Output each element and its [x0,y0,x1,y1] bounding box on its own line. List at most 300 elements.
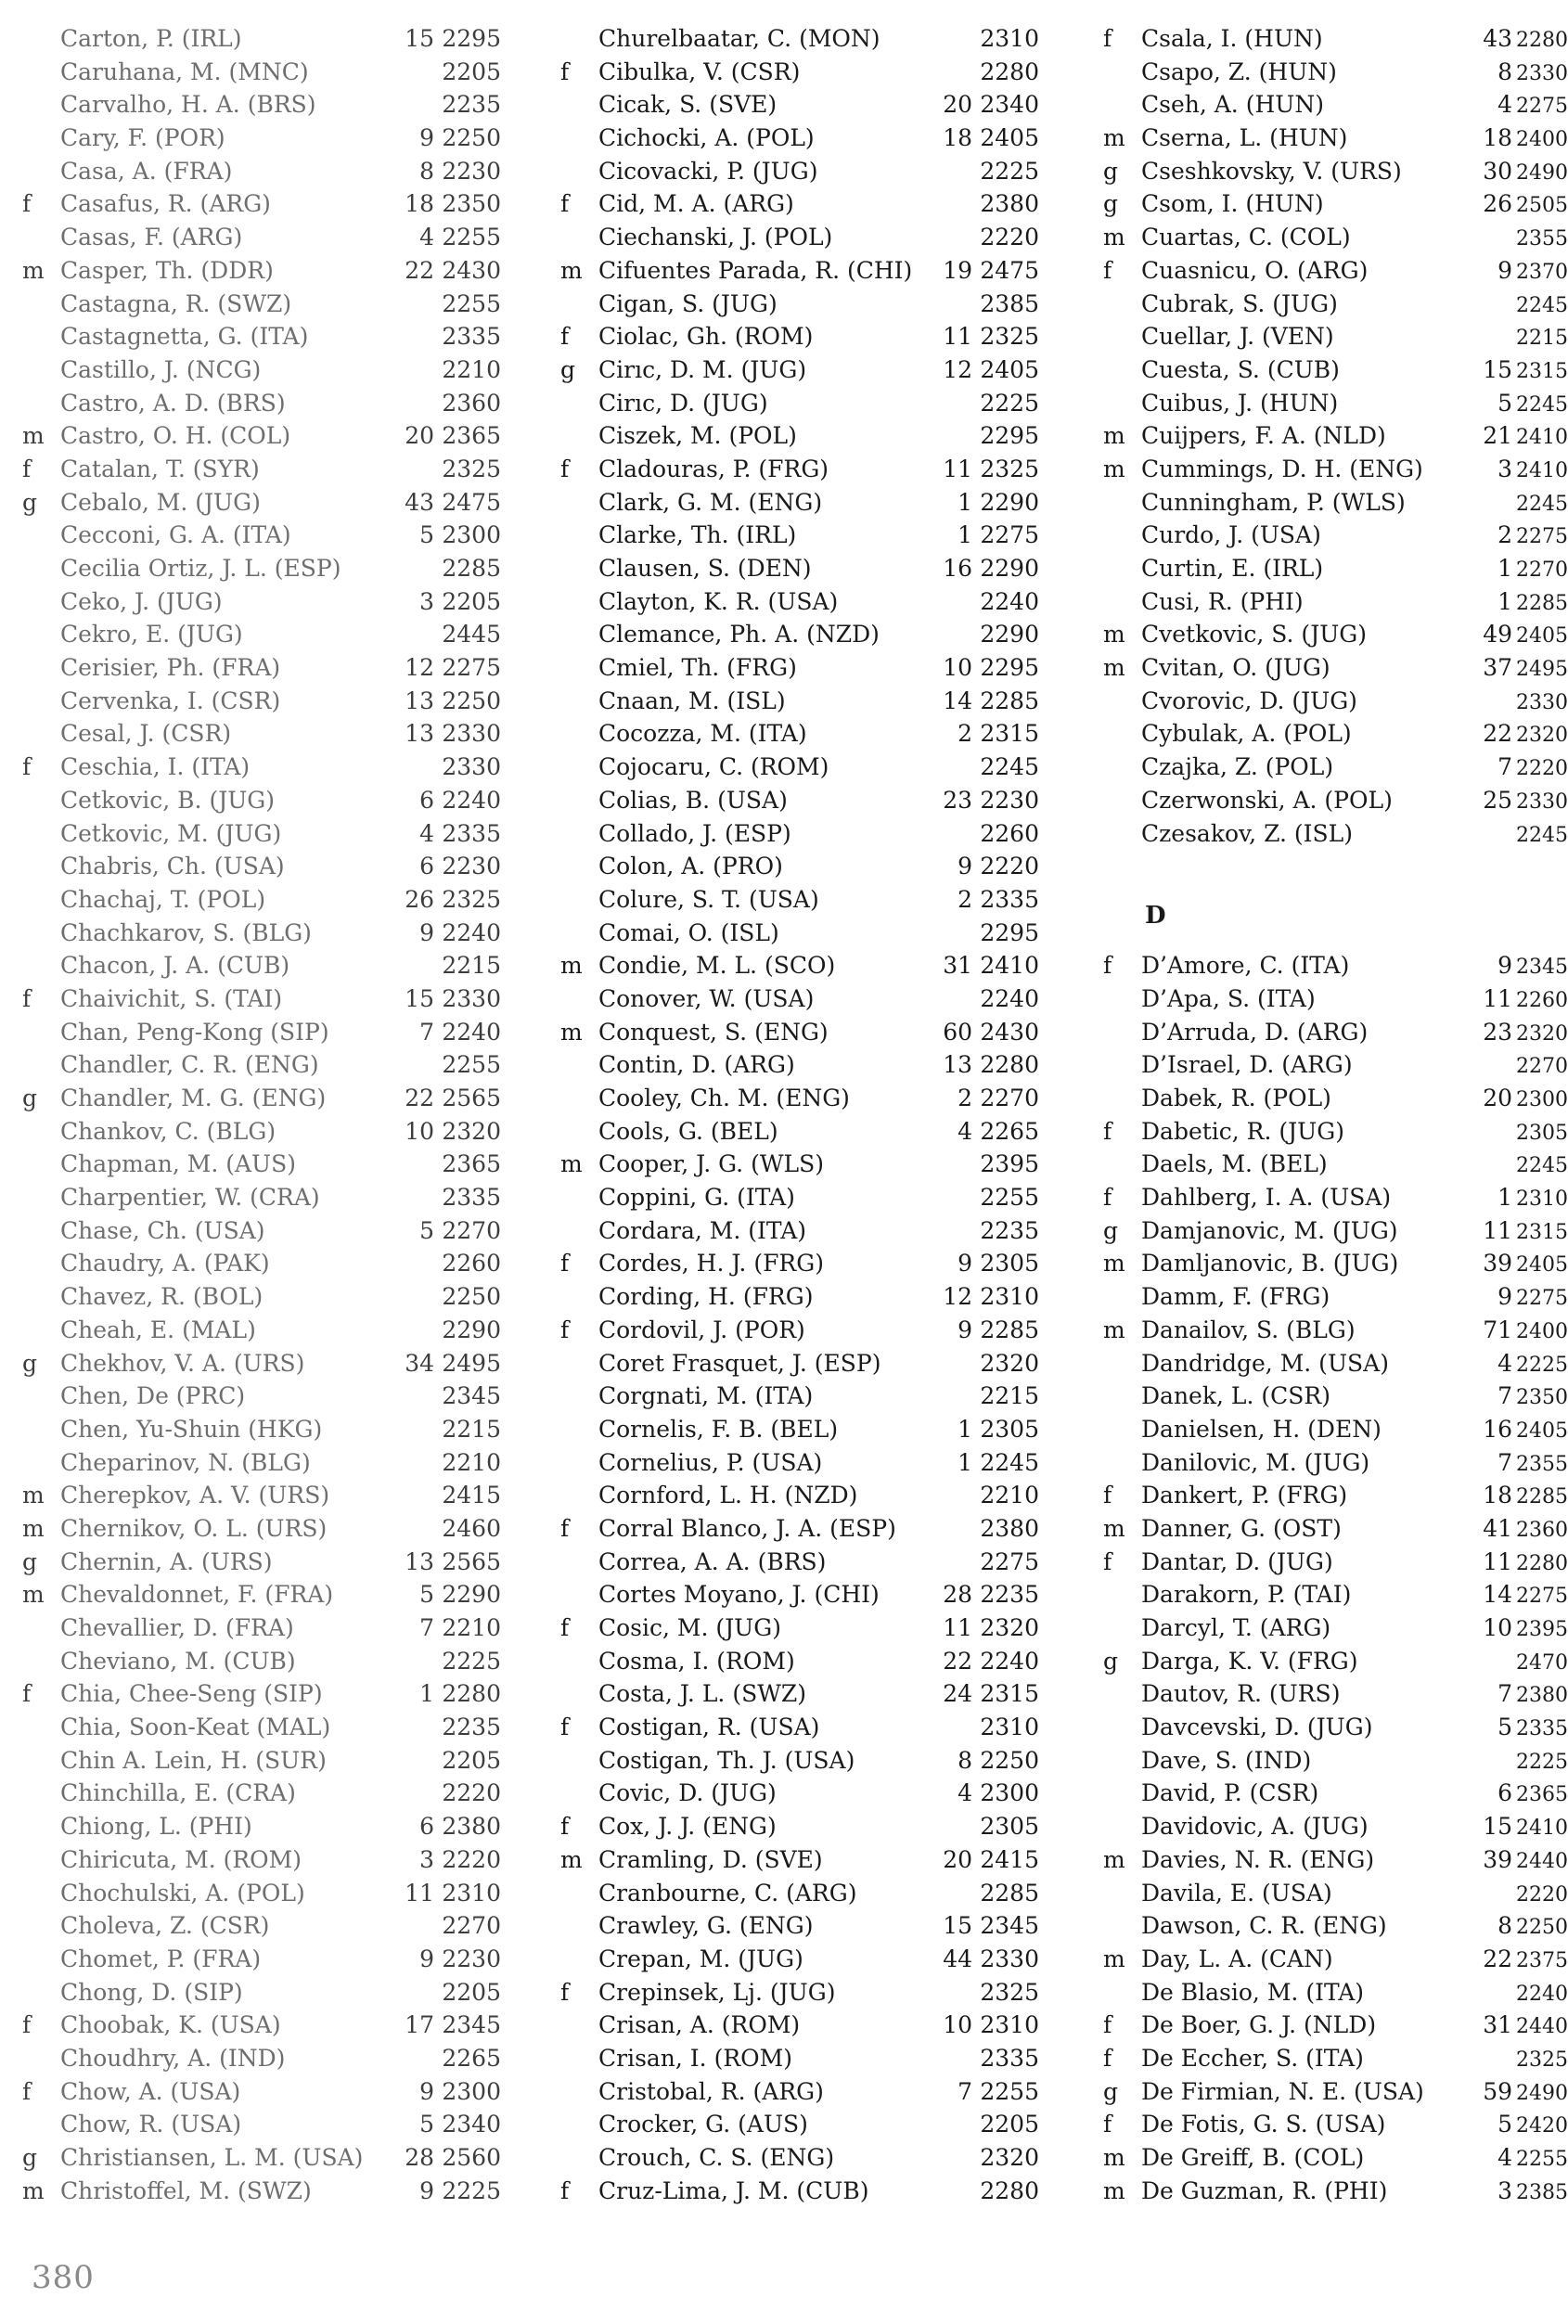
player-entry [1099,1843,1568,1877]
rating-value: 2225 [1516,1353,1568,1377]
games-count: 9 [958,1316,972,1343]
player-name: Choudhry, A. (IND) [60,2044,286,2072]
title-marker: m [1103,1250,1125,1278]
games-count: 23 [1483,1018,1512,1046]
rating-value: 2225 [980,389,1039,417]
rating-value: 2230 [442,853,501,880]
player-entry [19,320,501,353]
player-entry [557,685,1039,718]
player-entry [1099,122,1568,155]
rating-value: 2405 [1516,1253,1568,1278]
player-name: Danielsen, H. (DEN) [1141,1415,1382,1443]
player-name: Cheviano, M. (CUB) [60,1647,296,1675]
player-entry [19,2042,501,2075]
player-entry [557,320,1039,353]
title-marker: f [560,1978,570,2006]
player-name: Chevallier, D. (FRA) [60,1614,294,1641]
player-entry [19,155,501,188]
player-entry [19,486,501,520]
player-entry [1099,453,1568,486]
rating-value: 2280 [980,58,1039,85]
rating-value: 2300 [980,1779,1039,1807]
title-marker: m [1103,2144,1125,2172]
games-count: 7 [419,1614,434,1641]
player-entry [1099,817,1568,851]
player-entry [19,1214,501,1248]
player-name: Darcyl, T. (ARG) [1141,1614,1331,1642]
games-count: 71 [1483,1316,1512,1343]
player-entry [19,552,501,585]
title-marker: f [1103,1547,1112,1575]
player-name: Chen, Yu-Shuin (HKG) [60,1415,323,1443]
title-marker: m [1103,621,1125,648]
games-count: 14 [1483,1581,1512,1609]
section-gap [1099,850,1568,883]
games-count: 20 [1483,1085,1512,1112]
player-entry [1099,221,1568,254]
player-entry [557,288,1039,321]
player-entry [19,453,501,486]
games-count: 4 [1497,91,1512,119]
player-name: Davies, N. R. (ENG) [1141,1845,1375,1873]
title-marker: g [1103,190,1119,218]
player-entry [19,618,501,651]
games-count: 3 [419,1845,434,1873]
rating-value: 2225 [1516,1750,1568,1774]
rating-value: 2380 [980,1514,1039,1542]
player-entry [19,1578,501,1611]
player-name: Chomet, P. (FRA) [60,1945,262,1972]
rating-value: 2335 [980,885,1039,913]
player-entry [1099,187,1568,221]
rating-value: 2335 [980,2044,1039,2072]
rating-value: 2290 [980,555,1039,582]
games-count: 6 [419,786,434,814]
rating-value: 2240 [980,1647,1039,1675]
player-entry [1099,1082,1568,1115]
player-entry [557,1877,1039,1910]
player-entry [557,353,1039,387]
rating-value: 2280 [442,1680,501,1708]
player-entry [1099,2009,1568,2042]
rating-value: 2285 [980,687,1039,714]
player-name: Chachaj, T. (POL) [60,885,266,913]
player-entry [1099,1446,1568,1480]
player-entry [557,1512,1039,1546]
player-name: Casas, F. (ARG) [60,224,243,251]
player-name: De Firmian, N. E. (USA) [1141,2077,1424,2105]
player-name: Chia, Chee-Seng (SIP) [60,1680,323,1708]
player-name: Cebalo, M. (JUG) [60,488,261,516]
rating-value: 2285 [980,1879,1039,1907]
player-entry [1099,685,1568,718]
games-count: 43 [405,488,434,516]
title-marker: f [560,455,570,482]
rating-value: 2400 [1516,128,1568,152]
rating-value: 2265 [980,1117,1039,1145]
games-count: 9 [958,1250,972,1278]
games-count: 18 [943,124,972,152]
games-count: 34 [405,1349,434,1377]
player-name: Clausen, S. (DEN) [598,555,812,582]
column-1 [19,22,501,2207]
rating-value: 2330 [442,720,501,748]
rating-value: 2490 [1516,2081,1568,2105]
rating-value: 2245 [980,1448,1039,1476]
player-entry [19,1148,501,1181]
player-entry [19,1016,501,1049]
games-count: 2 [958,1085,972,1111]
rating-value: 2240 [442,1018,501,1046]
rating-value: 2335 [442,1184,501,1212]
player-entry [557,221,1039,254]
rating-value: 2205 [442,587,501,615]
player-entry [19,187,501,221]
title-marker: g [1103,2077,1119,2105]
player-entry [19,817,501,851]
title-marker: g [1103,157,1119,185]
player-entry [557,1380,1039,1413]
player-name: D’Arruda, D. (ARG) [1141,1018,1369,1046]
player-entry [557,1843,1039,1877]
games-count: 24 [943,1680,972,1708]
rating-value: 2565 [442,1547,501,1575]
player-name: Cusi, R. (PHI) [1141,587,1304,615]
player-name: De Guzman, R. (PHI) [1141,2176,1388,2204]
player-name: David, P. (CSR) [1141,1779,1319,1807]
title-marker: f [560,323,570,351]
player-entry [1099,1247,1568,1280]
rating-value: 2560 [442,2144,501,2171]
title-marker: m [1103,224,1125,251]
player-name: Cmiel, Th. (FRG) [598,654,797,682]
player-entry [19,1082,501,1115]
games-count: 22 [1483,1945,1512,1972]
player-name: Cvetkovic, S. (JUG) [1141,621,1368,648]
player-name: Csapo, Z. (HUN) [1141,58,1337,85]
player-name: Cicak, S. (SVE) [598,91,778,119]
games-count: 20 [943,1845,972,1873]
rating-value: 2440 [1516,1849,1568,1873]
player-name: Castro, A. D. (BRS) [60,389,286,417]
player-name: Crisan, I. (ROM) [598,2044,792,2072]
player-entry [1099,486,1568,520]
rating-value: 2400 [1516,1319,1568,1343]
player-name: Cecilia Ortiz, J. L. (ESP) [60,555,341,582]
rating-value: 2210 [442,1614,501,1641]
player-entry [1099,1744,1568,1778]
rating-value: 2240 [442,918,501,946]
rating-value: 2505 [1516,194,1568,218]
player-name: Chaudry, A. (PAK) [60,1250,270,1278]
player-entry [1099,519,1568,552]
player-name: Carvalho, H. A. (BRS) [60,91,316,119]
player-name: Dantar, D. (JUG) [1141,1547,1333,1575]
player-name: Cools, G. (BEL) [598,1117,778,1145]
player-entry [1099,1048,1568,1082]
player-entry [557,453,1039,486]
player-name: Crawley, G. (ENG) [598,1912,814,1940]
player-entry [1099,419,1568,453]
player-name: Damljanovic, B. (JUG) [1141,1250,1399,1278]
player-name: Chaivichit, S. (TAI) [60,984,283,1012]
games-count: 37 [1483,654,1512,682]
rating-value: 2285 [980,1316,1039,1343]
player-entry [19,585,501,619]
player-entry [557,2075,1039,2109]
rating-value: 2240 [442,786,501,814]
rating-value: 2470 [1516,1650,1568,1675]
player-name: Cladouras, P. (FRG) [598,455,829,482]
title-marker: f [22,984,32,1012]
games-count: 20 [405,422,434,450]
rating-value: 2275 [1516,95,1568,119]
player-name: Corgnati, M. (ITA) [598,1382,814,1410]
player-entry [19,1280,501,1314]
rating-value: 2320 [980,2144,1039,2171]
section-heading-d: D [1145,901,1166,930]
player-entry [19,1645,501,1678]
rating-value: 2245 [1516,1154,1568,1178]
player-name: Cybulak, A. (POL) [1141,720,1352,748]
player-entry [19,1711,501,1744]
rating-value: 2235 [442,1714,501,1741]
games-count: 22 [405,1085,434,1111]
player-entry [19,2075,501,2109]
player-entry [557,1280,1039,1314]
player-name: Cosic, M. (JUG) [598,1614,781,1641]
title-marker: f [560,1614,570,1641]
player-name: Czerwonski, A. (POL) [1141,786,1393,814]
games-count: 9 [419,918,434,946]
player-entry [19,2009,501,2042]
rating-value: 2255 [442,224,501,251]
player-entry [19,850,501,883]
rating-value: 2275 [1516,1585,1568,1609]
player-entry [1099,1016,1568,1049]
player-name: Cornford, L. H. (NZD) [598,1482,858,1509]
rating-value: 2300 [442,521,501,549]
rating-value: 2250 [442,1283,501,1311]
player-name: Choleva, Z. (CSR) [60,1912,270,1940]
games-count: 12 [405,654,434,682]
games-count: 9 [1497,256,1512,284]
rating-value: 2275 [980,1547,1039,1575]
player-entry [19,1611,501,1645]
rating-value: 2345 [980,1912,1039,1940]
rating-value: 2280 [980,1051,1039,1079]
player-name: Clemance, Ph. A. (NZD) [598,621,880,648]
games-count: 1 [958,488,972,516]
player-entry [1099,717,1568,751]
player-name: Cramling, D. (SVE) [598,1845,823,1873]
player-name: Damm, F. (FRG) [1141,1283,1330,1311]
games-count: 60 [943,1018,972,1046]
rating-value: 2325 [1516,2048,1568,2072]
rating-value: 2245 [1516,293,1568,317]
rating-value: 2380 [1516,1684,1568,1708]
player-entry [19,651,501,685]
player-entry [557,1810,1039,1843]
player-entry [557,784,1039,817]
title-marker: m [22,1514,45,1542]
rating-value: 2395 [980,1150,1039,1178]
rating-value: 2330 [442,984,501,1012]
rating-value: 2220 [980,224,1039,251]
rating-value: 2325 [442,455,501,482]
player-entry [19,784,501,817]
title-marker: f [1103,2011,1112,2039]
player-name: Cirıc, D. (JUG) [598,389,768,417]
player-entry [19,2108,501,2141]
games-count: 43 [1483,25,1512,52]
player-name: Czajka, Z. (POL) [1141,753,1334,781]
rating-value: 2355 [1516,1452,1568,1476]
player-name: Cibulka, V. (CSR) [598,58,801,85]
player-entry [557,2175,1039,2208]
player-name: Chekhov, V. A. (URS) [60,1349,305,1377]
player-name: Chankov, C. (BLG) [60,1117,276,1145]
title-marker: g [1103,1647,1119,1675]
games-count: 31 [1483,2011,1512,2039]
player-name: Cerisier, Ph. (FRA) [60,654,281,682]
title-marker: g [22,2144,38,2171]
rating-value: 2260 [1516,988,1568,1012]
player-entry [1099,949,1568,982]
player-entry [1099,1413,1568,1446]
player-name: Cicovacki, P. (JUG) [598,157,818,185]
games-count: 4 [958,1779,972,1807]
rating-value: 2405 [980,124,1039,152]
rating-value: 2265 [442,2044,501,2072]
games-count: 31 [943,952,972,980]
rating-value: 2215 [442,1415,501,1443]
title-marker: m [560,952,583,980]
games-count: 30 [1483,157,1512,185]
games-count: 18 [1483,124,1512,152]
player-entry [19,1347,501,1380]
player-entry [1099,2042,1568,2075]
player-entry [557,254,1039,288]
player-name: Cummings, D. H. (ENG) [1141,455,1423,482]
games-count: 39 [1483,1845,1512,1873]
player-name: Cuartas, C. (COL) [1141,224,1351,251]
games-count: 2 [1497,521,1512,549]
rating-value: 2275 [1516,525,1568,549]
title-marker: f [22,190,32,218]
player-entry [557,1347,1039,1380]
games-count: 11 [405,1879,434,1907]
player-entry [557,850,1039,883]
rating-value: 2315 [980,1680,1039,1708]
player-entry [557,917,1039,950]
games-count: 4 [1497,1349,1512,1377]
rating-value: 2295 [442,25,501,52]
title-marker: m [22,1482,45,1509]
rating-value: 2240 [1516,1982,1568,2006]
player-entry [19,1843,501,1877]
player-entry [1099,1115,1568,1149]
player-name: De Greiff, B. (COL) [1141,2144,1365,2172]
player-name: Cubrak, S. (JUG) [1141,289,1338,317]
games-count: 22 [405,256,434,284]
player-name: Cvitan, O. (JUG) [1141,654,1330,682]
games-count: 22 [943,1647,972,1675]
title-marker: m [1103,1514,1125,1542]
rating-value: 2355 [1516,227,1568,251]
player-name: Ciolac, Gh. (ROM) [598,323,814,351]
player-name: Catalan, T. (SYR) [60,455,260,482]
player-entry [557,1016,1039,1049]
rating-value: 2380 [442,1813,501,1841]
games-count: 11 [1483,1547,1512,1575]
player-entry [1099,1148,1568,1181]
games-count: 5 [419,2111,434,2138]
player-entry [1099,22,1568,56]
rating-value: 2225 [442,2176,501,2204]
player-name: Ciszek, M. (POL) [598,422,797,450]
player-entry [557,1446,1039,1480]
player-entry [557,22,1039,56]
games-count: 13 [405,1547,434,1575]
column-2 [557,22,1039,2207]
rating-value: 2335 [1516,1717,1568,1741]
player-entry [557,1148,1039,1181]
games-count: 26 [405,885,434,913]
player-name: Correa, A. A. (BRS) [598,1547,827,1575]
games-count: 18 [405,190,434,218]
rating-value: 2385 [980,289,1039,317]
player-name: Daels, M. (BEL) [1141,1150,1328,1178]
player-name: Clark, G. M. (ENG) [598,488,823,516]
player-name: Darga, K. V. (FRG) [1141,1647,1358,1675]
rating-value: 2250 [1516,1916,1568,1940]
player-entry [1099,585,1568,619]
player-entry [1099,1645,1568,1678]
player-name: Collado, J. (ESP) [598,819,791,847]
title-marker: f [1103,2111,1112,2138]
rating-value: 2220 [1516,1882,1568,1907]
player-entry [557,982,1039,1016]
player-entry [557,1048,1039,1082]
player-entry [557,2042,1039,2075]
rating-value: 2360 [1516,1518,1568,1542]
player-name: Cserna, L. (HUN) [1141,124,1348,152]
games-count: 9 [419,1945,434,1972]
rating-value: 2405 [980,355,1039,383]
player-name: Ceko, J. (JUG) [60,587,223,615]
player-name: Cigan, S. (JUG) [598,289,778,317]
rating-value: 2295 [980,654,1039,682]
player-name: De Boer, G. J. (NLD) [1141,2011,1377,2039]
player-name: Cnaan, M. (ISL) [598,687,786,714]
player-entry [19,1446,501,1480]
player-name: Castagna, R. (SWZ) [60,289,292,317]
player-entry [557,651,1039,685]
rating-value: 2270 [1516,1055,1568,1079]
title-marker: m [560,256,583,284]
player-name: Crepinsek, Lj. (JUG) [598,1978,836,2006]
player-name: Dabek, R. (POL) [1141,1085,1331,1112]
title-marker: g [22,1085,38,1111]
rating-value: 2380 [980,190,1039,218]
player-entry [557,817,1039,851]
title-marker: g [22,488,38,516]
player-name: Chacon, J. A. (CUB) [60,952,290,980]
rating-value: 2410 [1516,426,1568,450]
rating-value: 2215 [1516,327,1568,351]
rating-value: 2335 [442,323,501,351]
